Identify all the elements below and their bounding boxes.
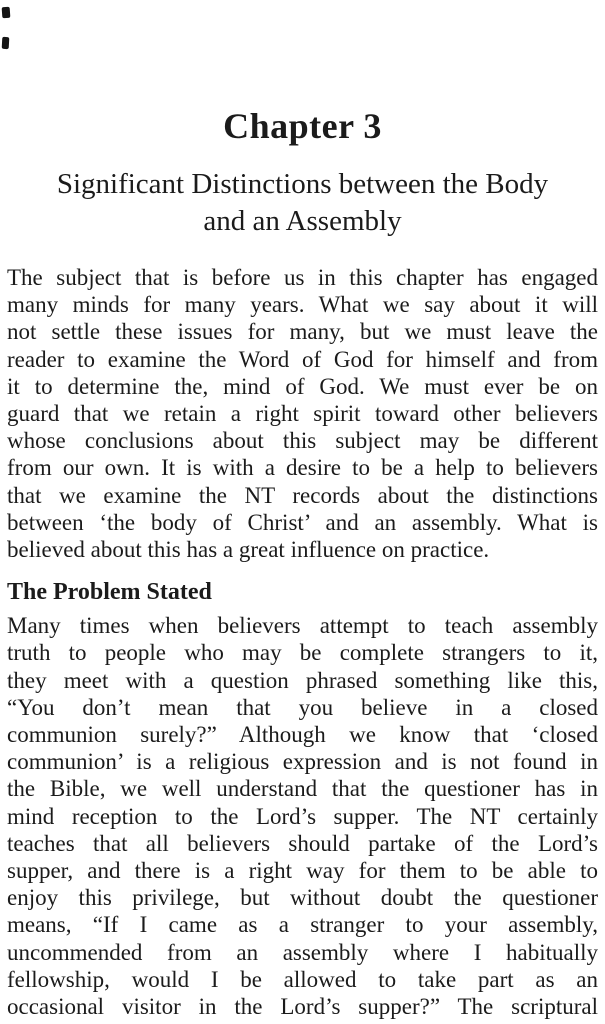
text-line: communion surely?” Although we know that ‘closed: [7, 722, 598, 748]
text-line: communion’ is a religious expression and is not found in: [7, 749, 598, 775]
text-line: from our own. It is with a desire to be a help to believers: [7, 455, 598, 481]
text-line: Significant Distinctions between the Body: [56, 168, 549, 200]
text-line: and an Assembly: [203, 205, 402, 237]
text-line: it to determine the, mind of God. We must ever be on: [7, 373, 598, 399]
intro-paragraph: [7, 264, 598, 563]
text-line: fellowship, would I be allowed to take part as an: [7, 966, 598, 992]
text-line: that we examine the NT records about the distinctions: [7, 482, 598, 508]
text-line: “You don’t mean that you believe in a closed: [7, 694, 598, 720]
text-line: reader to examine the Word of God for himself and from: [7, 346, 598, 372]
text-line: guard that we retain a right spirit toward other believers: [7, 401, 598, 427]
text-line: occasional visitor in the Lord’s supper?” The scriptural: [7, 994, 598, 1020]
text-line: the Bible, we well understand that the questioner has in: [7, 776, 598, 802]
text-line: means, “If I came as a stranger to your assembly,: [7, 912, 598, 938]
text-line: uncommended from an assembly where I habitually: [7, 939, 598, 965]
scan-artifact-mark: [2, 37, 10, 49]
text-line: they meet with a question phrased something like this,: [7, 667, 598, 693]
body-text: [7, 264, 598, 1020]
text-line: truth to people who may be complete strangers to it,: [7, 640, 598, 666]
text-line: teaches that all believers should partake of the Lord’s: [7, 830, 598, 856]
text-line: supper, and there is a right way for them to be able to: [7, 858, 598, 884]
text-line: not settle these issues for many, but we must leave the: [7, 319, 598, 345]
text-line: between ‘the body of Christ’ and an assembly. What is: [7, 509, 598, 535]
text-line: whose conclusions about this subject may be different: [7, 428, 598, 454]
chapter-title: [0, 166, 605, 240]
text-line: many minds for many years. What we say about it will: [7, 292, 598, 318]
text-line: believed about this has a great influence on practice.: [7, 537, 490, 563]
section-heading: The Problem Stated: [7, 579, 212, 606]
scan-artifact-mark: [2, 7, 11, 19]
text-line: Many times when believers attempt to teach assembly: [7, 613, 598, 639]
text-line: enjoy this privilege, but without doubt the questioner: [7, 885, 598, 911]
problem-paragraph: [7, 612, 598, 1020]
text-line: mind reception to the Lord’s supper. The NT certainly: [7, 803, 598, 829]
text-line: The subject that is before us in this chapter has engaged: [7, 265, 598, 290]
chapter-heading: Chapter 3: [223, 106, 382, 146]
